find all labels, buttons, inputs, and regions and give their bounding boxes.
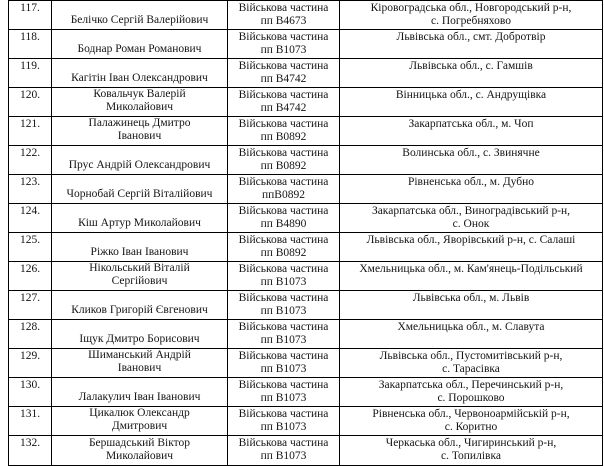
person-name-line: Ковальчук Валерій <box>93 88 186 100</box>
table-row <box>9 436 602 465</box>
military-unit-line: пп В1073 <box>260 305 307 318</box>
military-unit-cell <box>228 436 340 465</box>
person-name-line: Кіш Артур Миколайович <box>78 217 201 230</box>
military-unit-line: пп В1073 <box>260 363 307 376</box>
name-cell <box>52 436 228 465</box>
location-cell <box>340 59 602 87</box>
person-name-line: Бершадський Віктор <box>88 436 191 449</box>
location-line: Львівська обл., Пустомитівський р-н, <box>379 349 563 362</box>
military-unit-cell <box>228 262 340 290</box>
table-row <box>9 1 602 30</box>
person-name-line: Миколайович <box>105 450 174 463</box>
military-unit-line: Військова частина <box>238 59 329 72</box>
row-number: 131. <box>9 407 52 435</box>
location-line: Рівненська обл., Червоноармійській р-н, <box>372 407 570 420</box>
row-number: 127. <box>9 291 52 319</box>
row-number: 122. <box>9 146 52 174</box>
table-row <box>9 320 602 349</box>
military-unit-line: Військова частина <box>238 146 329 159</box>
military-unit-line: пп В1073 <box>260 276 307 289</box>
person-name-line: Цикалюк Олександр <box>89 407 190 419</box>
military-unit-line: пп В4673 <box>260 15 307 28</box>
name-cell <box>52 262 228 290</box>
person-name-line: Кликов Григорій Євгенович <box>71 304 208 317</box>
row-number: 120. <box>9 88 52 116</box>
military-unit-line: ппВ0892 <box>262 189 305 202</box>
military-unit-line: Військова частина <box>238 88 329 101</box>
location-line: Львівська обл., смт. Добротвір <box>396 30 546 43</box>
name-cell <box>52 378 228 406</box>
military-unit-cell <box>228 88 340 116</box>
person-name-line: Дмитрович <box>111 420 168 433</box>
row-number: 124. <box>9 204 52 232</box>
name-cell <box>52 320 228 348</box>
location-line: с. Погребняхово <box>431 15 511 28</box>
location-cell <box>340 349 602 377</box>
person-name-line: Іванович <box>117 362 162 375</box>
name-cell <box>52 175 228 203</box>
location-cell <box>340 146 602 174</box>
location-line: Львівська обл., м. Львів <box>412 291 530 304</box>
military-unit-line: Військова частина <box>238 262 329 275</box>
location-line: с. Коритно <box>444 421 498 434</box>
military-unit-cell <box>228 59 340 87</box>
person-name-line: Белічко Сергій Валерійович <box>70 14 209 27</box>
personnel-table <box>8 0 603 466</box>
person-name-line: Прус Андрій Олександрович <box>68 159 211 172</box>
military-unit-cell <box>228 204 340 232</box>
military-unit-line: Військова частина <box>238 1 329 14</box>
military-unit-line: пп В4890 <box>260 218 307 231</box>
location-line: с. Порошково <box>437 392 505 405</box>
military-unit-line: Військова частина <box>238 291 329 304</box>
table-row <box>9 291 602 320</box>
military-unit-cell <box>228 175 340 203</box>
location-line: Черкаська обл., Чигиринський р-н, <box>385 436 557 449</box>
table-row <box>9 30 602 59</box>
name-cell <box>52 407 228 435</box>
table-row <box>9 146 602 175</box>
table-row <box>9 59 602 88</box>
location-line: Вінницька обл., с. Андрущівка <box>395 88 547 101</box>
row-number: 119. <box>9 59 52 87</box>
location-cell <box>340 1 602 29</box>
military-unit-line: Військова частина <box>238 349 329 362</box>
table-row <box>9 407 602 436</box>
person-name-line: Боднар Роман Романович <box>77 43 202 56</box>
person-name-line: Іванович <box>117 130 162 143</box>
row-number: 126. <box>9 262 52 290</box>
person-name-line: Кагітін Іван Олександрович <box>71 72 208 85</box>
location-line: Хмельницька обл., м. Кам'янець-Подільський <box>359 262 583 275</box>
row-number: 121. <box>9 117 52 145</box>
military-unit-line: Військова частина <box>238 30 329 43</box>
row-number: 129. <box>9 349 52 377</box>
military-unit-cell <box>228 291 340 319</box>
name-cell <box>52 1 228 29</box>
military-unit-line: Військова частина <box>238 407 329 420</box>
table-row <box>9 204 602 233</box>
military-unit-line: пп В0892 <box>260 247 307 260</box>
location-line: Закарпатська обл., м. Чоп <box>408 117 534 130</box>
person-name-line: Шиманський Андрій <box>88 349 191 361</box>
military-unit-line: Військова частина <box>238 378 329 391</box>
military-unit-line: пп В1073 <box>260 44 307 57</box>
military-unit-cell <box>228 320 340 348</box>
name-cell <box>52 59 228 87</box>
location-line: с. Онок <box>452 218 490 231</box>
name-cell <box>52 117 228 145</box>
location-line: Волинська обл., с. Звинячне <box>402 146 540 159</box>
military-unit-line: пп В4742 <box>260 102 307 115</box>
military-unit-cell <box>228 407 340 435</box>
location-line: Львівська обл., Яворівський р-н, с. Салаші <box>366 233 576 246</box>
military-unit-line: Військова частина <box>238 436 329 449</box>
table-row <box>9 88 602 117</box>
location-line: с. Тарасівка <box>442 363 500 376</box>
military-unit-line: пп В4742 <box>260 73 307 86</box>
location-cell <box>340 291 602 319</box>
location-cell <box>340 262 602 290</box>
name-cell <box>52 146 228 174</box>
table-row <box>9 233 602 262</box>
table-row <box>9 349 602 378</box>
row-number: 130. <box>9 378 52 406</box>
person-name-line: Ріжко Іван Іванович <box>90 246 189 259</box>
row-number: 123. <box>9 175 52 203</box>
military-unit-line: пп В0892 <box>260 160 307 173</box>
person-name-line: Нікольський Віталій <box>89 262 190 274</box>
military-unit-line: пп В1073 <box>260 392 307 405</box>
table-row <box>9 378 602 407</box>
name-cell <box>52 233 228 261</box>
row-number: 132. <box>9 436 52 465</box>
row-number: 117. <box>9 1 52 29</box>
row-number: 118. <box>9 30 52 58</box>
person-name-line: Іщук Дмитро Борисович <box>79 333 200 346</box>
person-name-line: Сергійович <box>111 275 168 288</box>
table-row <box>9 262 602 291</box>
location-cell <box>340 320 602 348</box>
military-unit-cell <box>228 349 340 377</box>
row-number: 125. <box>9 233 52 261</box>
location-cell <box>340 204 602 232</box>
location-cell <box>340 407 602 435</box>
name-cell <box>52 88 228 116</box>
location-cell <box>340 175 602 203</box>
military-unit-cell <box>228 378 340 406</box>
military-unit-line: Військова частина <box>238 175 329 188</box>
person-name-line: Чорнобай Сергій Віталійович <box>66 188 213 201</box>
location-line: Кіровоградська обл., Новгородський р-н, <box>370 1 572 14</box>
location-line: Закарпатська обл., Перечинський р-н, <box>378 378 564 391</box>
location-cell <box>340 233 602 261</box>
name-cell <box>52 349 228 377</box>
person-name-line: Лалакулич Іван Іванович <box>78 391 201 404</box>
person-name-line: Палажинець Дмитро <box>88 117 191 129</box>
military-unit-line: пп В1073 <box>260 334 307 347</box>
military-unit-line: Військова частина <box>238 233 329 246</box>
person-name-line: Миколайович <box>105 101 174 114</box>
location-cell <box>340 378 602 406</box>
table-row <box>9 175 602 204</box>
row-number: 128. <box>9 320 52 348</box>
military-unit-cell <box>228 117 340 145</box>
military-unit-cell <box>228 146 340 174</box>
military-unit-line: пп В1073 <box>260 421 307 434</box>
military-unit-cell <box>228 1 340 29</box>
location-line: с. Топилівка <box>441 450 501 463</box>
location-line: Хмельницька обл., м. Славута <box>397 320 545 333</box>
military-unit-line: Військова частина <box>238 204 329 217</box>
location-line: Закарпатська обл., Виноградівський р-н, <box>371 204 571 217</box>
name-cell <box>52 291 228 319</box>
military-unit-line: пп В1073 <box>260 450 307 463</box>
military-unit-line: Військова частина <box>238 117 329 130</box>
location-cell <box>340 436 602 465</box>
military-unit-line: Військова частина <box>238 320 329 333</box>
military-unit-cell <box>228 30 340 58</box>
location-cell <box>340 30 602 58</box>
table-row <box>9 117 602 146</box>
name-cell <box>52 204 228 232</box>
location-cell <box>340 88 602 116</box>
location-line: Рівненська обл., м. Дубно <box>407 175 535 188</box>
location-cell <box>340 117 602 145</box>
name-cell <box>52 30 228 58</box>
military-unit-line: пп В0892 <box>260 131 307 144</box>
military-unit-cell <box>228 233 340 261</box>
location-line: Львівська обл., с. Гамшів <box>409 59 533 72</box>
